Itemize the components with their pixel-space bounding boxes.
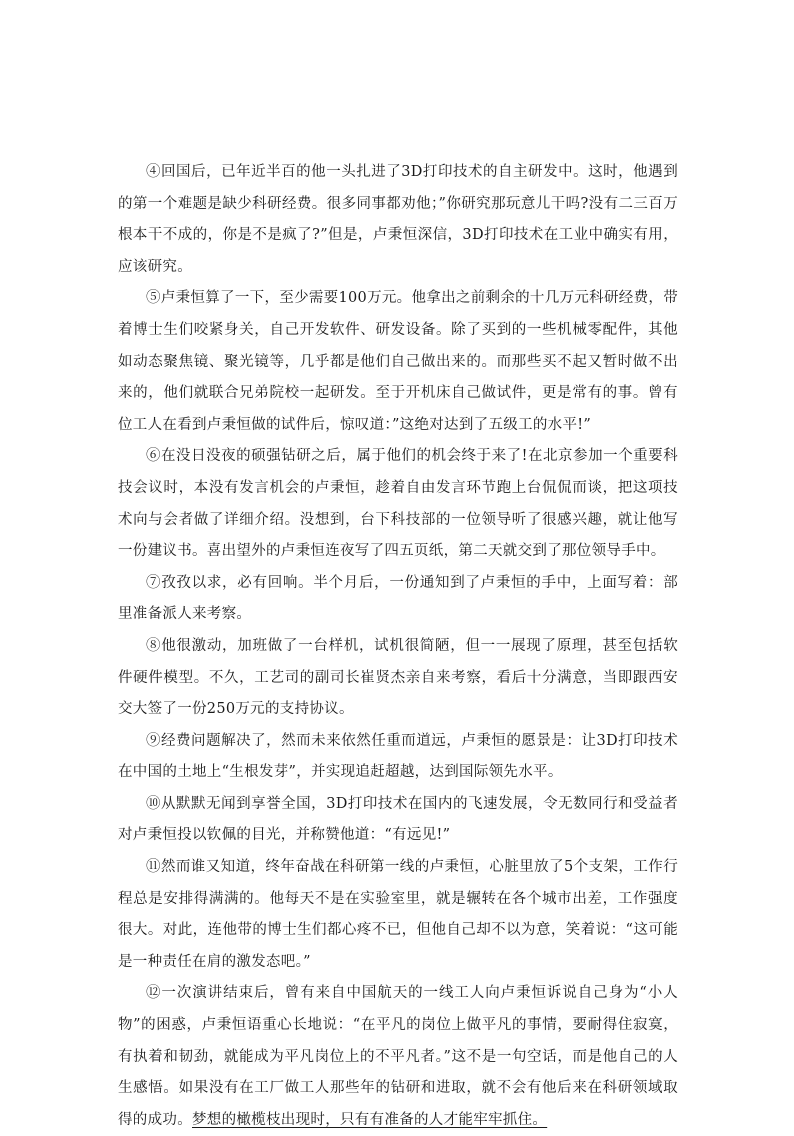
paragraph-5: ⑤卢秉恒算了一下，至少需要100万元。他拿出之前剩余的十几万元科研经费，带着博士生们咬紧身关，自己开发软件、研发设备。除了买到的一些机械零配件，其他如动态聚焦镜、聚光镜等，几乎都是他们自己做出来的。而那些买不起又暂时做不出来的，他们就联合兄弟院校一起研发。至于开机床自己做试件，更是常有的事。曾有位工人在看到卢秉恒做的试件后，惊叹道：”这绝对达到了五级工的水平!” <box>118 290 678 433</box>
paragraph-10: ⑩从默默无闻到享誉全国，3D打印技术在国内的飞速发展，令无数同行和受益者对卢秉恒投以钦佩的目光，并称赞他道：“有远见!” <box>118 795 678 844</box>
paragraph-12-text: ⑫一次演讲结束后，曾有来自中国航天的一线工人向卢秉恒诉说自己身为“小人物”的困惑，卢秉恒语重心长地说：“在平凡的岗位上做平凡的事情，要耐得住寂寞，有执着和韧劲，就能成为平凡岗位上的不平凡者。”这不是一句空话，而是他自己的人生感悟。如果没有在工厂做工人那些年的钻研和进取，就不会有他后来在科研领域取得的成功。 <box>118 985 678 1128</box>
paragraph-6: ⑥在没日没夜的硕强钻研之后，属于他们的机会终于来了!在北京参加一个重要科技会议时，本没有发言机会的卢秉恒，趁着自由发言环节跑上台侃侃而谈，把这项技术向与会者做了详细介绍。没想到，台下科技部的一位领导听了很感兴趣，就让他写一份建议书。喜出望外的卢秉恒连夜写了四五页纸，第二天就交到了那位领导手中。 <box>118 448 678 560</box>
paragraph-11: ⑪然而谁又知道，终年奋战在科研第一线的卢秉恒，心脏里放了5个支架，工作行程总是安排得满满的。他每天不是在实验室里，就是辗转在各个城市出差，工作强度很大。对此，连他带的博士生们都心疼不已，但他自己却不以为意，笑着说：“这可能是一种责任在肩的激发态吧。” <box>118 859 678 970</box>
article-body <box>118 157 678 1136</box>
paragraph-8: ⑧他很激动，加班做了一台样机，试机很简陋，但一一展现了原理，甚至包括软件硬件模型。不久，工艺司的副司长崔贤杰亲自来考察，看后十分满意，当即跟西安交大签了一份250万元的支持协议。 <box>118 637 678 718</box>
paragraph-7: ⑦孜孜以求，必有回响。半个月后，一份通知到了卢秉恒的手中，上面写着：部里准备派人来考察。 <box>118 574 678 623</box>
paragraph-4: ④回国后，已年近半百的他一头扎进了3D打印技术的自主研发中。这时，他遇到的第一个难题是缺少科研经费。很多同事都劝他；”你研究那玩意儿干吗?没有二三百万根本干不成的，你是不是疯了?”但是，卢秉恒深信，3D打印技术在工业中确实有用，应该研究。 <box>118 164 678 275</box>
paragraph-12 <box>118 978 678 1136</box>
paragraph-9: ⑨经费问题解决了，然而未来依然任重而道远，卢秉恒的愿景是：让3D打印技术在中国的土地上“生根发芽”，并实现追赶超越，达到国际领先水平。 <box>118 732 678 781</box>
underlined-sentence: 梦想的橄榄枝出现时，只有有准备的人才能牢牢抓住。 <box>192 1111 548 1128</box>
